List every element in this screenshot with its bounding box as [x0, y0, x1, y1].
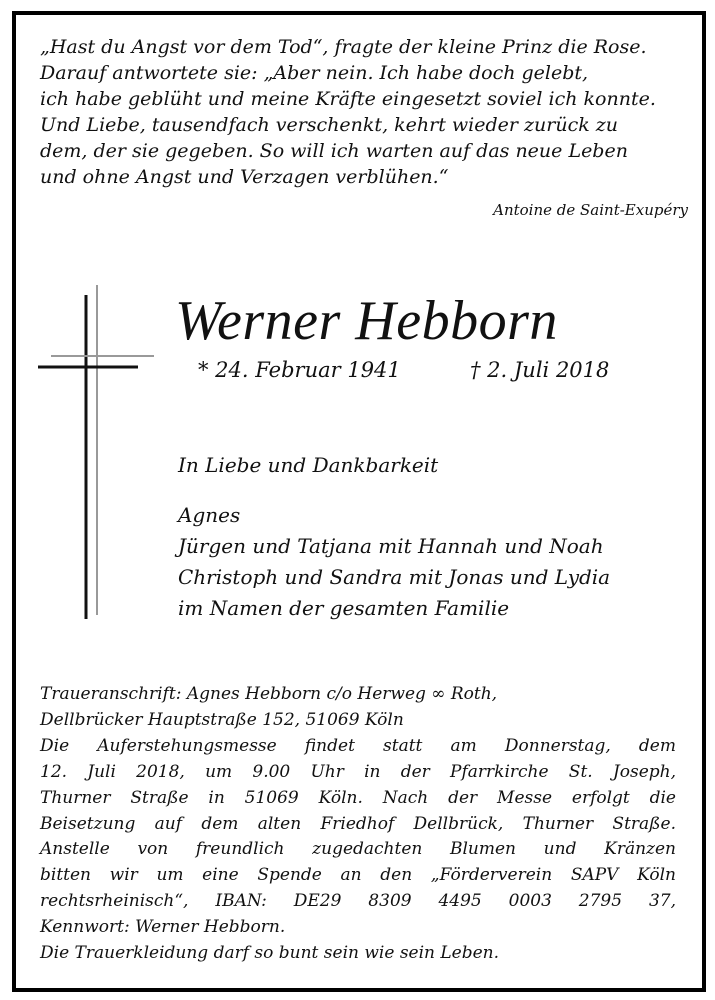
quote-line: „Hast du Angst vor dem Tod“, fragte der kleine Prinz die Rose. — [40, 36, 647, 58]
deceased-name: Werner Hebborn — [175, 290, 558, 352]
quote-line: Darauf antwortete sie: „Aber nein. Ich habe doch gelebt, — [40, 62, 589, 84]
mourners-list — [178, 500, 610, 624]
info-line: Kennwort: Werner Hebborn. — [40, 917, 286, 938]
info-line: Thurner Straße in 51069 Köln. Nach der Messe erfolgt die — [40, 787, 676, 808]
info-line: Traueranschrift: Agnes Hebborn c/o Herweg ∞ Roth, — [40, 684, 498, 704]
quote-line: dem, der sie gegeben. So will ich warten auf das neue Leben — [40, 140, 628, 162]
cross-icon — [38, 285, 158, 625]
mourner-line: Jürgen und Tatjana mit Hannah und Noah — [178, 534, 604, 558]
quote-line: ich habe geblüht und meine Kräfte eingesetzt soviel ich konnte. — [40, 88, 656, 110]
dedication-text: In Liebe und Dankbarkeit — [178, 453, 439, 477]
info-line: Dellbrücker Hauptstraße 152, 51069 Köln — [40, 709, 404, 730]
info-line: Beisetzung auf dem alten Friedhof Dellbrück, Thurner Straße. — [40, 813, 676, 834]
info-line: Anstelle von freundlich zugedachten Blumen und Kränzen — [40, 839, 676, 860]
death-date: † 2. Juli 2018 — [470, 358, 610, 382]
mourner-line: im Namen der gesamten Familie — [178, 596, 510, 620]
info-line: bitten wir um eine Spende an den „Förderverein SAPV Köln — [40, 865, 676, 886]
quote-block — [40, 34, 690, 190]
quote-line: Und Liebe, tausendfach verschenkt, kehrt wieder zurück zu — [40, 114, 619, 136]
mourner-line: Christoph und Sandra mit Jonas und Lydia — [178, 565, 611, 589]
funeral-info — [40, 682, 676, 967]
mourner-line: Agnes — [178, 503, 241, 527]
info-line: Die Auferstehungsmesse findet statt am Donnerstag, dem — [40, 735, 676, 756]
quote-line: und ohne Angst und Verzagen verblühen.“ — [40, 166, 449, 188]
info-line: Die Trauerkleidung darf so bunt sein wie sein Leben. — [40, 943, 500, 964]
info-line: rechtsrheinisch“, IBAN: DE29 8309 4495 0003 2795 37, — [40, 891, 676, 912]
info-line: 12. Juli 2018, um 9.00 Uhr in der Pfarrkirche St. Joseph, — [40, 761, 676, 782]
birth-date: * 24. Februar 1941 — [198, 358, 401, 382]
quote-author: Antoine de Saint-Exupéry — [493, 201, 688, 219]
